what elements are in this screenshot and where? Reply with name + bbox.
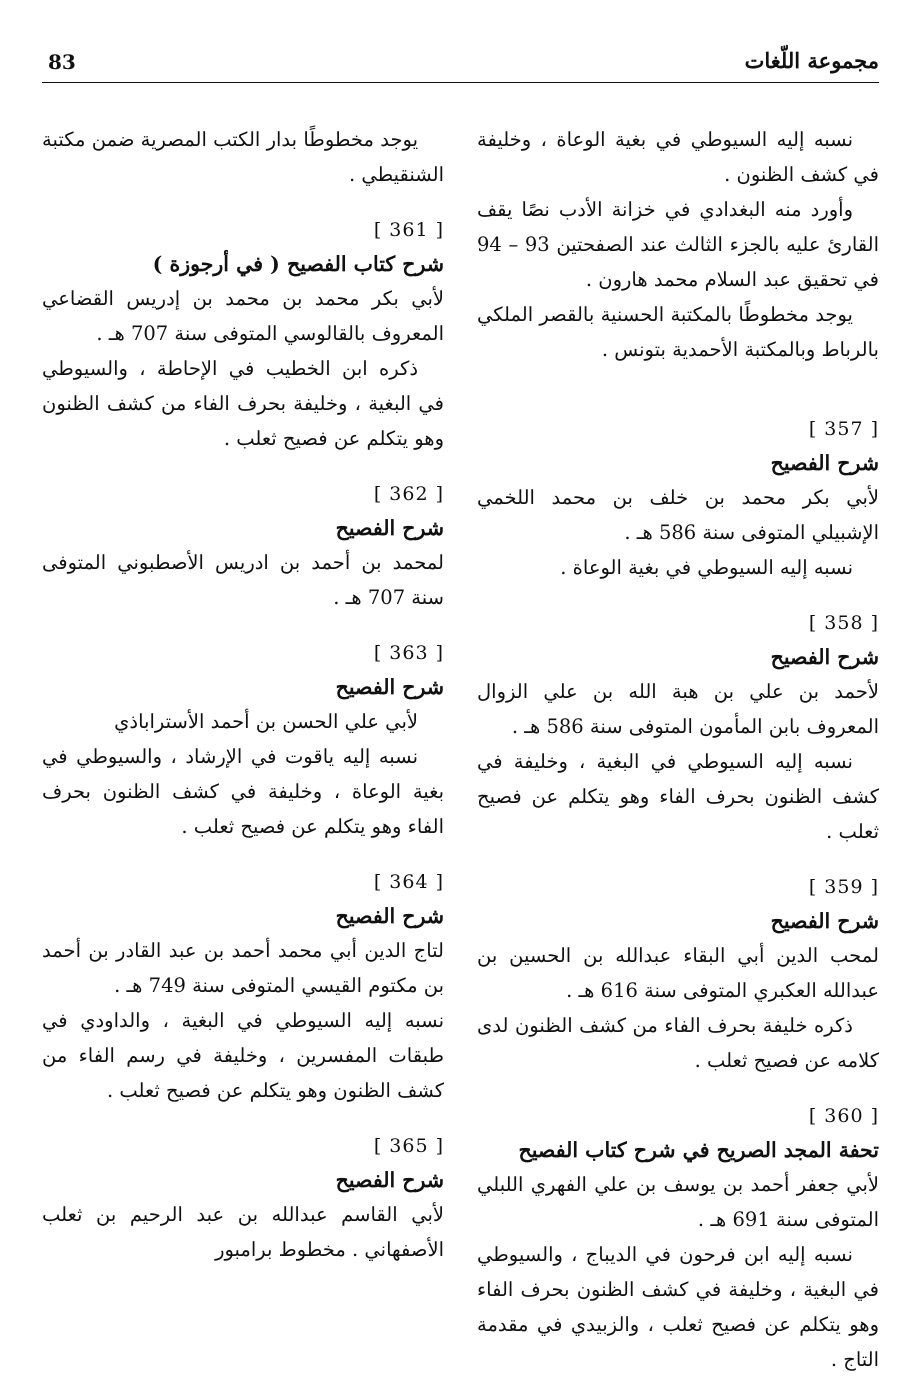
paragraph: نسبه إليه السيوطي في البغية ، والداودي في طبقات المفسرين ، وخليفة في رسم الفاء من كشف الظنون وهو يتكلم عن فصيح ثعلب . xyxy=(42,1009,444,1102)
paragraph: نسبه إليه السيوطي في البغية ، وخليفة في كشف الظنون بحرف الفاء وهو يتكلم عن فصيح ثعلب . xyxy=(477,750,879,843)
entry-title: شرح الفصيح xyxy=(335,675,444,699)
entry-number: [ 363 ] xyxy=(373,642,444,664)
entry-359 xyxy=(477,871,879,1078)
entry-number: [ 362 ] xyxy=(373,483,444,505)
page-number: 83 xyxy=(48,50,76,74)
entry-number: [ 358 ] xyxy=(808,612,879,634)
paragraph: نسبه إليه السيوطي في بغية الوعاة ، وخليفة في كشف الظنون . xyxy=(477,128,879,186)
entry-number: [ 364 ] xyxy=(373,871,444,893)
paragraph: لأبي علي الحسن بن أحمد الأستراباذي xyxy=(114,710,418,733)
paragraph: لأبي جعفر أحمد بن يوسف بن علي الفهري اللبلي المتوفى سنة 691 هـ . xyxy=(477,1173,879,1231)
entry-363 xyxy=(42,637,444,844)
paragraph: لمحب الدين أبي البقاء عبدالله بن الحسين بن عبدالله العكبري المتوفى سنة 616 هـ . xyxy=(477,944,879,1002)
paragraph: نسبه إليه ابن فرحون في الديباج ، والسيوطي في البغية ، وخليفة في كشف الظنون بحرف الفاء وهو يتكلم عن فصيح ثعلب ، والزبيدي في مقدمة التاج . xyxy=(477,1243,879,1371)
paragraph: ذكره ابن الخطيب في الإحاطة ، والسيوطي في البغية ، وخليفة بحرف الفاء من كشف الظنون وهو يتكلم عن فصيح ثعلب . xyxy=(42,357,444,450)
entry-title: شرح الفصيح xyxy=(335,516,444,540)
paragraph: لأحمد بن علي بن هبة الله بن علي الزوال المعروف بابن المأمون المتوفى سنة 586 هـ . xyxy=(477,680,879,738)
paragraph: يوجد مخطوطًا بدار الكتب المصرية ضمن مكتبة الشنقيطي . xyxy=(42,128,444,186)
entry-title: شرح كتاب الفصيح ( في أرجوزة ) xyxy=(152,252,444,276)
page-header xyxy=(42,48,879,83)
entry-364 xyxy=(42,866,444,1108)
paragraph: لتاج الدين أبي محمد أحمد بن عبد القادر بن أحمد بن مكتوم القيسي المتوفى سنة 749 هـ . xyxy=(42,939,444,997)
paragraph: نسبه إليه السيوطي في بغية الوعاة . xyxy=(560,556,853,579)
entry-number: [ 361 ] xyxy=(373,219,444,241)
paragraph: وأورد منه البغدادي في خزانة الأدب نصًا يقف القارئ عليه بالجزء الثالث عند الصفحتين 93 – 94 في تحقيق عبد السلام محمد هارون . xyxy=(477,198,879,291)
paragraph: لأبي بكر محمد بن محمد بن إدريس القضاعي المعروف بالقالوسي المتوفى سنة 707 هـ . xyxy=(42,287,444,345)
entry-number: [ 359 ] xyxy=(808,876,879,898)
entry-title: شرح الفصيح xyxy=(770,909,879,933)
entry-title: شرح الفصيح xyxy=(770,451,879,475)
right-column xyxy=(477,122,879,1377)
paragraph: لأبي القاسم عبدالله بن عبد الرحيم بن ثعلب الأصفهاني . مخطوط برامبور xyxy=(42,1203,444,1261)
entry-357 xyxy=(477,413,879,585)
entry-number: [ 360 ] xyxy=(808,1105,879,1127)
entry-title: شرح الفصيح xyxy=(770,645,879,669)
paragraph: ذكره خليفة بحرف الفاء من كشف الظنون لدى كلامه عن فصيح ثعلب . xyxy=(477,1014,879,1072)
paragraph: لأبي بكر محمد بن خلف بن محمد اللخمي الإشبيلي المتوفى سنة 586 هـ . xyxy=(477,486,879,544)
entry-361 xyxy=(42,214,444,456)
paragraph: يوجد مخطوطًا بالمكتبة الحسنية بالقصر الملكي بالرباط وبالمكتبة الأحمدية بتونس . xyxy=(477,303,879,361)
paragraph: لمحمد بن أحمد بن ادريس الأصطبوني المتوفى سنة 707 هـ . xyxy=(42,551,444,609)
entry-number: [ 365 ] xyxy=(373,1135,444,1157)
entry-title: شرح الفصيح xyxy=(335,904,444,928)
entry-358 xyxy=(477,607,879,849)
left-column xyxy=(42,122,444,1267)
entry-title: شرح الفصيح xyxy=(335,1168,444,1192)
paragraph: نسبه إليه ياقوت في الإرشاد ، والسيوطي في بغية الوعاة ، وخليفة في كشف الظنون بحرف الفاء وهو يتكلم عن فصيح ثعلب . xyxy=(42,745,444,838)
running-title: مجموعة اللّغات xyxy=(744,48,879,73)
entry-number: [ 357 ] xyxy=(808,418,879,440)
entry-365 xyxy=(42,1130,444,1267)
entry-362 xyxy=(42,478,444,615)
entry-title: تحفة المجد الصريح في شرح كتاب الفصيح xyxy=(518,1138,879,1162)
spacer xyxy=(477,367,879,391)
entry-360 xyxy=(477,1100,879,1377)
